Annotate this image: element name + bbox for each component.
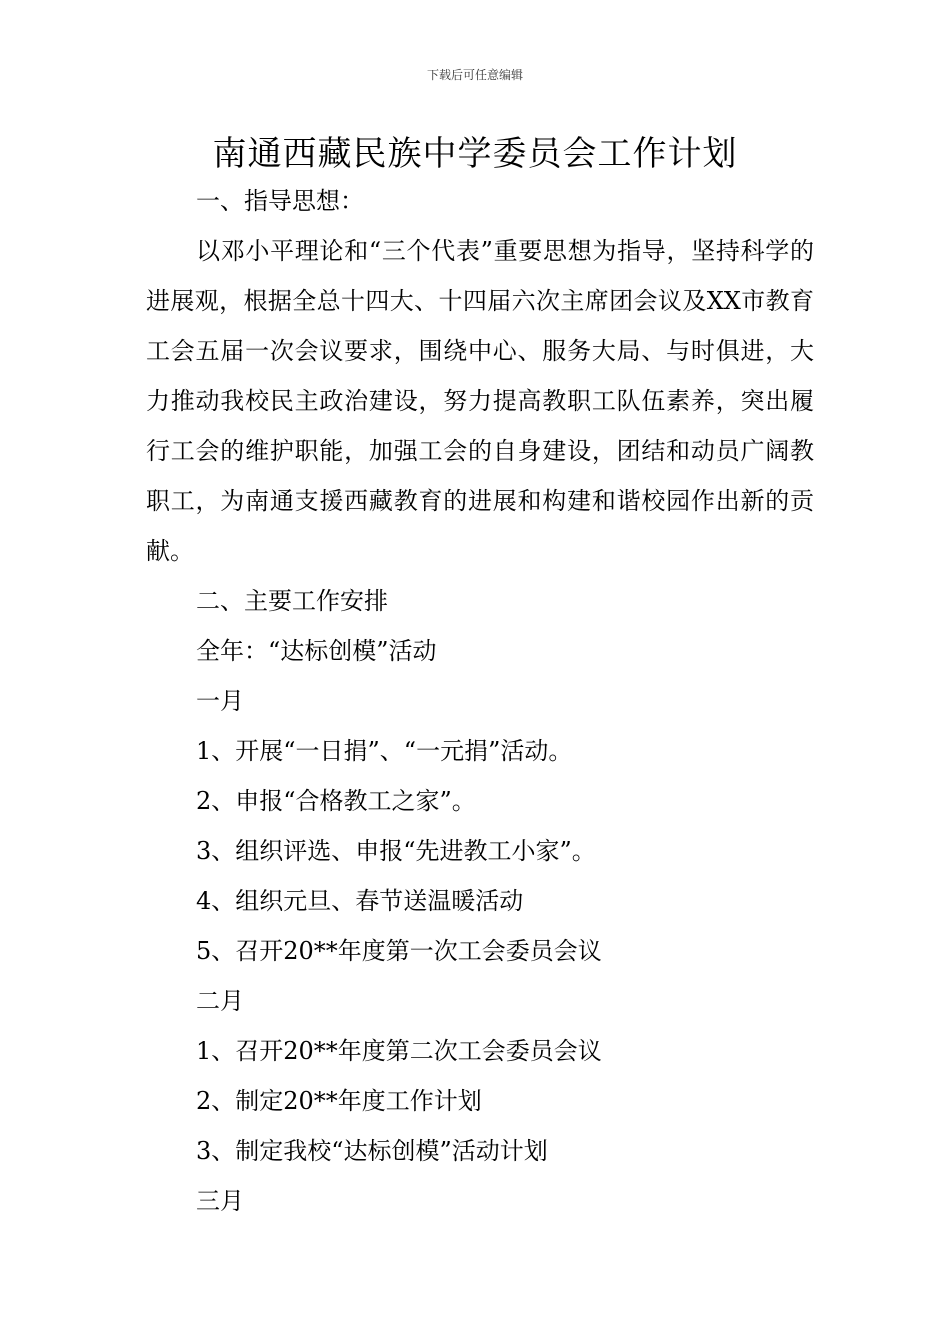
section-heading-guiding-thought: 一、指导思想：	[196, 187, 364, 215]
month-label-february: 二月	[196, 987, 244, 1015]
list-item: 1、召开20**年度第二次工会委员会议	[196, 1037, 602, 1065]
list-item: 4、组织元旦、春节送温暖活动	[196, 887, 524, 915]
list-item: 3、组织评选、申报“先进教工小家”。	[196, 837, 596, 865]
list-item: 3、制定我校“达标创模”活动计划	[196, 1137, 548, 1165]
guiding-thought-paragraph: 以邓小平理论和“三个代表”重要思想为指导，坚持科学的进展观，根据全总十四大、十四届六次主席团会议及XX市教育工会五届一次会议要求，围绕中心、服务大局、与时俱进，大力推动我校民主政治建设，努力提高教职工队伍素养，突出履行工会的维护职能，加强工会的自身建设，团结和动员广阔教职工，为南通支援西藏教育的进展和构建和谐校园作出新的贡献。	[146, 237, 814, 565]
header-note: 下载后可任意编辑	[426, 68, 523, 82]
list-item: 2、申报“合格教工之家”。	[196, 787, 476, 815]
list-item: 1、开展“一日捐”、“一元捐”活动。	[196, 737, 573, 765]
month-label-march: 三月	[196, 1187, 244, 1215]
month-label-january: 一月	[196, 687, 244, 715]
full-year-activity: 全年：“达标创模”活动	[196, 637, 437, 665]
list-item: 5、召开20**年度第一次工会委员会议	[196, 937, 602, 965]
section-heading-work-arrangement: 二、主要工作安排	[196, 587, 388, 615]
document-title: 南通西藏民族中学委员会工作计划	[212, 134, 738, 174]
document-body	[146, 176, 814, 1226]
list-item: 2、制定20**年度工作计划	[196, 1087, 482, 1115]
